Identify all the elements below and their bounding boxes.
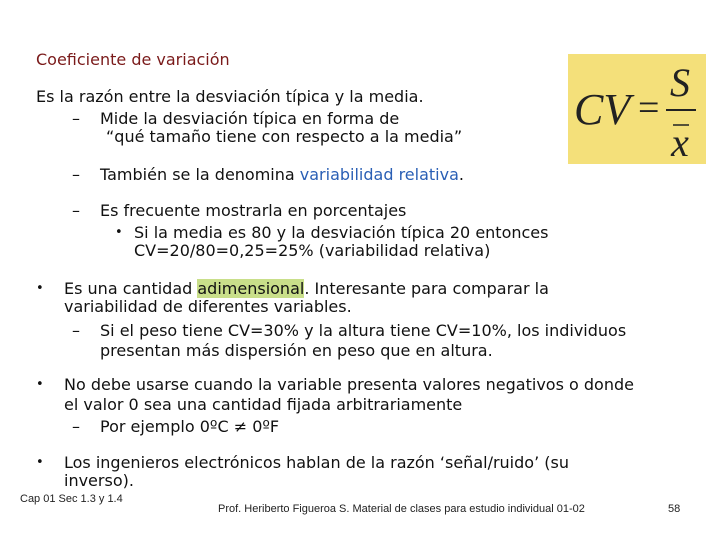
page-number: 58 — [668, 503, 681, 515]
b1-line1 — [64, 279, 549, 298]
sub2-term: variabilidad relativa — [299, 165, 459, 184]
footer-credit: Prof. Heriberto Figueroa S. Material de clases para estudio individual 01-02 — [218, 503, 585, 515]
b2-line2: el valor 0 sea una cantidad fijada arbitrariamente — [64, 395, 463, 414]
sub3-item-line2: CV=20/80=0,25=25% (variabilidad relativa) — [134, 241, 491, 260]
sub3-text: Es frecuente mostrarla en porcentajes — [100, 201, 407, 220]
formula-equals: = — [638, 87, 660, 129]
b1-prefix: Es una cantidad — [64, 279, 198, 298]
sub3-dash: – — [72, 201, 80, 220]
sub1-line1: Mide la desviación típica en forma de — [100, 109, 400, 128]
sub3-bullet: • — [115, 225, 123, 240]
formula-box — [568, 54, 706, 164]
sub1-line2: “qué tamaño tiene con respecto a la media” — [106, 127, 463, 146]
footer-section: Cap 01 Sec 1.3 y 1.4 — [20, 493, 123, 505]
sub3-item-line1: Si la media es 80 y la desviación típica 20 entonces — [134, 223, 549, 242]
formula-numerator: S — [670, 60, 690, 105]
b3-line1: Los ingenieros electrónicos hablan de la razón ‘señal/ruido’ (su — [64, 453, 569, 472]
b2-line1: No debe usarse cuando la variable presenta valores negativos o donde — [64, 375, 634, 394]
b1-line2: variabilidad de diferentes variables. — [64, 297, 352, 316]
slide-title: Coeficiente de variación — [36, 50, 230, 69]
cv-formula — [568, 54, 706, 164]
b1-suffix: . Interesante para comparar la — [304, 279, 549, 298]
b1-term: adimensional — [197, 279, 305, 298]
b1-sub-line1: Si el peso tiene CV=30% y la altura tiene CV=10%, los individuos — [100, 321, 627, 340]
b3-line2: inverso). — [64, 471, 134, 490]
sub2-text — [100, 165, 464, 184]
b1-bullet: • — [36, 281, 44, 296]
sub2-dash: – — [72, 165, 80, 184]
b2-sub-dash: – — [72, 417, 80, 436]
b1-sub-dash: – — [72, 321, 80, 340]
b3-bullet: • — [36, 455, 44, 470]
formula-denominator: x — [671, 120, 689, 164]
b2-bullet: • — [36, 377, 44, 392]
b1-sub-line2: presentan más dispersión en peso que en altura. — [100, 341, 493, 360]
sub2-prefix: También se la denomina — [100, 165, 300, 184]
intro-text: Es la razón entre la desviación típica y la media. — [36, 87, 424, 106]
sub2-suffix: . — [458, 165, 464, 184]
b2-sub-line: Por ejemplo 0ºC ≠ 0ºF — [100, 417, 280, 436]
sub1-dash: – — [72, 109, 80, 128]
formula-lhs: CV — [574, 85, 631, 134]
